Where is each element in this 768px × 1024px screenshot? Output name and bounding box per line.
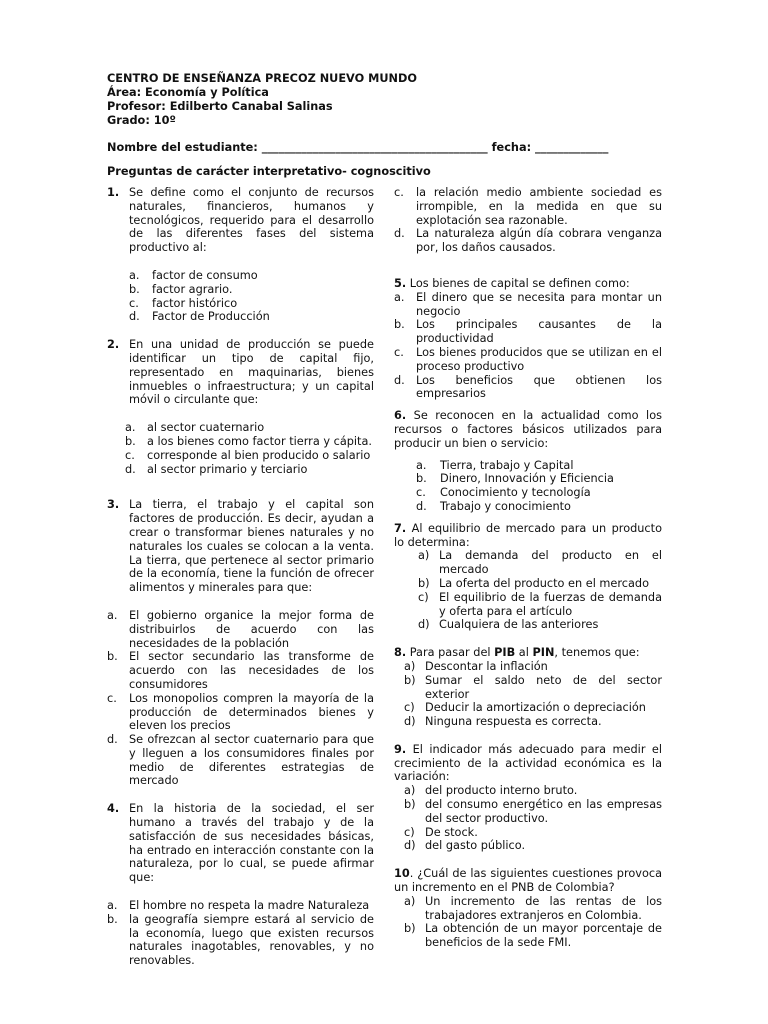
grade-level: Grado: 10º <box>107 114 176 127</box>
option-a: a. El dinero que se necesita para montar un negocio <box>394 290 662 318</box>
option-b: b) La oferta del producto en el mercado <box>418 576 649 590</box>
option-a: a) del producto interno bruto. <box>404 784 578 798</box>
question-text: La tierra, el trabajo y el capital son factores de producción. Es decir, ayudan a crear o transformar bienes naturales y no naturales los cuales se colocan a la venta. La tierra, que pertenece al sector primario de la economía, tiene la función de ofrecer alimentos y minerales para que: <box>129 498 374 595</box>
option-b: b. Los principales causantes de la productividad <box>394 318 662 346</box>
option-d: d. Factor de Producción <box>129 310 270 324</box>
question-number: 2. <box>107 338 120 352</box>
question-text: En la historia de la sociedad, el ser humano a través del trabajo y de la satisfacción de sus necesidades básicas, ha entrado en interacción constante con la naturaleza, por lo cual, se puede afirmar que: <box>129 802 374 885</box>
option-d: d. al sector primario y terciario <box>125 462 308 476</box>
option-b: b. la geografía siempre estará al servicio de la economía, luego que existen recursos naturales inagotables, renovables, y no renovables. <box>107 912 374 968</box>
question-number: 9. <box>394 742 407 756</box>
option-c: c) De stock. <box>404 825 478 839</box>
question-text-part: Para pasar del <box>409 646 495 660</box>
pin-term: PIN <box>532 646 555 660</box>
option-c: c. factor histórico <box>129 296 238 310</box>
question-4-options-part1 <box>107 899 374 968</box>
option-b: b) La obtención de un mayor porcentaje de beneficios de la sede FMI. <box>404 922 662 950</box>
option-c: c. Los monopolios compren la mayoría de la producción de determinados bienes y eleven los precios <box>107 691 374 733</box>
question-text: Los bienes de capital se definen como: <box>409 276 630 290</box>
question-number: 7. <box>394 521 407 535</box>
option-b: b) Sumar el saldo neto de del sector exterior <box>404 673 662 701</box>
question-3-options <box>107 609 374 788</box>
question-6 <box>394 409 662 450</box>
option-d: d. Trabajo y conocimiento <box>416 499 571 513</box>
question-text: El indicador más adecuado para medir el crecimiento de la actividad económica es la variación: <box>394 742 663 784</box>
right-column <box>394 186 662 950</box>
option-c: c) Deducir la amortización o depreciación <box>404 701 646 715</box>
option-b: b. factor agrario. <box>129 282 233 296</box>
question-number: 8. <box>394 646 407 660</box>
option-c: c. corresponde al bien producido o salario <box>125 448 371 462</box>
question-2 <box>107 338 374 407</box>
option-a: a. El hombre no respeta la madre Naturaleza <box>107 899 370 913</box>
question-1-options <box>107 269 374 324</box>
document-header <box>107 72 667 128</box>
option-a: a. Tierra, trabajo y Capital <box>416 458 574 472</box>
question-text: En una unidad de producción se puede identificar un tipo de capital fijo, representado en maquinarias, bienes inmuebles o infraestructura; y un capital móvil o circulante que: <box>129 338 374 407</box>
pib-term: PIB <box>494 646 516 660</box>
question-number: 6. <box>394 409 407 423</box>
question-number: 1. <box>107 186 120 199</box>
question-text: Se define como el conjunto de recursos naturales, financieros, humanos y tecnológicos, requerido para el desarrollo de las diferentes fases del sistema productivo al: <box>129 186 374 255</box>
subject-area: Área: Economía y Política <box>107 86 269 99</box>
option-d: d. La naturaleza algún día cobrara venganza por, los daños causados. <box>394 227 662 255</box>
option-a: a. factor de consumo <box>129 268 258 282</box>
school-name: CENTRO DE ENSEÑANZA PRECOZ NUEVO MUNDO <box>107 72 417 85</box>
question-text: Al equilibrio de mercado para un producto lo determina: <box>394 521 662 549</box>
option-b: b. El sector secundario las transforme de acuerdo con las necesidades de los consumidores <box>107 650 374 691</box>
question-5-options <box>394 291 662 401</box>
question-8 <box>394 646 662 660</box>
question-8-options <box>394 660 662 729</box>
option-d: d) Ninguna respuesta es correcta. <box>404 715 602 729</box>
option-b: b. Dinero, Innovación y Eficiencia <box>416 472 614 486</box>
question-7 <box>394 522 662 550</box>
question-2-options <box>107 421 374 476</box>
question-10-options <box>394 895 662 950</box>
question-text-part: al <box>515 646 533 660</box>
option-b: b. a los bienes como factor tierra y cápita. <box>125 434 372 448</box>
option-d: d. Se ofrezcan al sector cuaternario para que y lleguen a los consumidores finales por medio de diferentes estrategias de mercado <box>107 733 374 788</box>
option-d: d) del gasto público. <box>404 839 526 853</box>
option-c: c) El equilibrio de la fuerzas de demanda y oferta para el artículo <box>418 590 662 618</box>
question-number: 5. <box>394 276 407 290</box>
option-a: a) Descontar la inflación <box>404 659 548 673</box>
question-text: Se reconocen en la actualidad como los recursos o factores básicos utilizados para producir un bien o servicio: <box>394 409 662 450</box>
question-number: 10 <box>394 867 410 881</box>
option-a: a. al sector cuaternario <box>125 421 265 435</box>
option-c: c. Conocimiento y tecnología <box>416 486 591 500</box>
question-7-options <box>394 549 662 632</box>
option-d: d. Los beneficios que obtienen los empresarios <box>394 373 662 401</box>
student-name-date-line: Nombre del estudiante: ________________________________________ fecha: _____________ <box>107 141 609 154</box>
option-c: c. la relación medio ambiente sociedad es irrompible, en la medida en que su explotación sea razonable. <box>394 186 662 227</box>
question-number: 3. <box>107 498 120 512</box>
question-6-options <box>394 459 662 514</box>
question-text: . ¿Cuál de las siguientes cuestiones provoca un incremento en el PNB de Colombia? <box>394 867 662 895</box>
question-text-part: , tenemos que: <box>554 646 640 660</box>
question-4 <box>107 802 374 885</box>
option-d: d) Cualquiera de las anteriores <box>418 618 599 632</box>
question-4-options-part2 <box>394 186 662 255</box>
question-number: 4. <box>107 802 120 816</box>
question-9-options <box>394 784 662 853</box>
option-b: b) del consumo energético en las empresas del sector productivo. <box>404 798 662 825</box>
question-5 <box>394 277 662 291</box>
section-title: Preguntas de carácter interpretativo- cognoscitivo <box>107 165 431 178</box>
teacher-name: Profesor: Edilberto Canabal Salinas <box>107 100 333 113</box>
option-a: a) Un incremento de las rentas de los trabajadores extranjeros en Colombia. <box>404 894 662 922</box>
question-10 <box>394 867 662 895</box>
option-a: a. El gobierno organice la mejor forma de distribuirlos de acuerdo con las necesidades de la población <box>107 608 374 650</box>
question-1 <box>107 186 374 255</box>
option-c: c. Los bienes producidos que se utilizan en el proceso productivo <box>394 345 662 373</box>
option-a: a) La demanda del producto en el mercado <box>418 549 662 577</box>
question-9 <box>394 743 662 784</box>
left-column <box>107 186 374 968</box>
question-3 <box>107 498 374 595</box>
